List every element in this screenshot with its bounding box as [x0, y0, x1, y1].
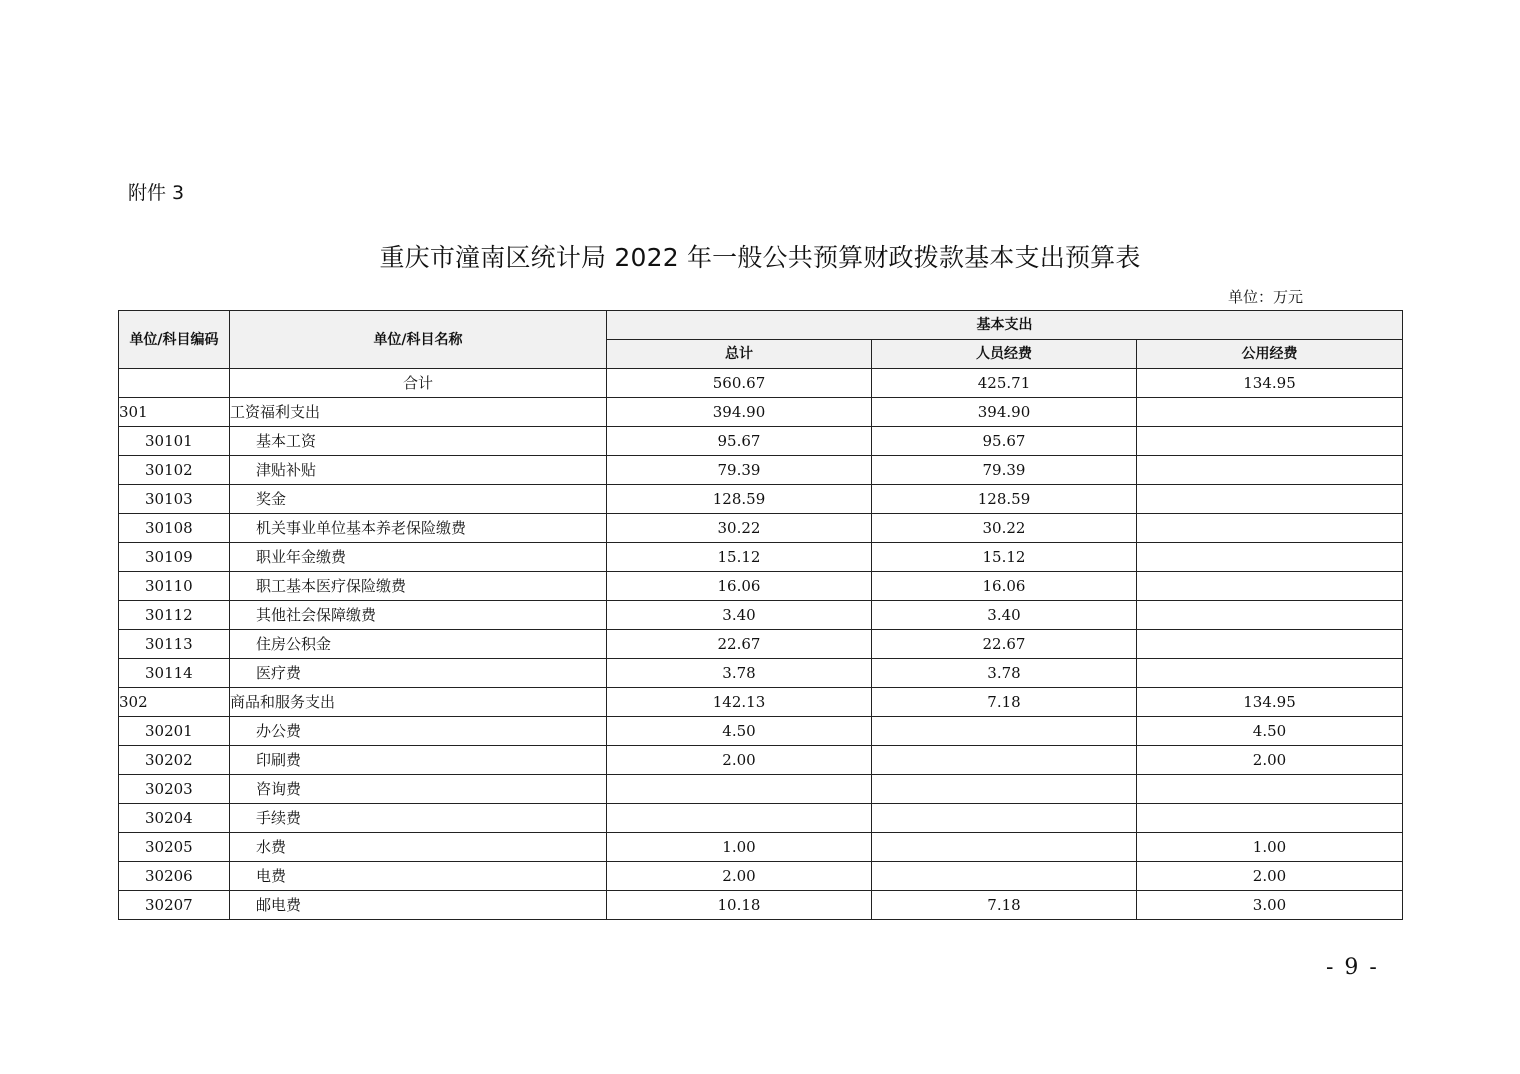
cell-personnel: 3.78 [872, 659, 1137, 688]
cell-code: 30103 [119, 485, 230, 514]
cell-public [1137, 601, 1403, 630]
cell-personnel [872, 804, 1137, 833]
cell-public [1137, 427, 1403, 456]
cell-personnel: 3.40 [872, 601, 1137, 630]
cell-total: 79.39 [607, 456, 872, 485]
table-row [119, 456, 1403, 485]
cell-total: 1.00 [607, 833, 872, 862]
cell-code: 30204 [119, 804, 230, 833]
cell-total: 16.06 [607, 572, 872, 601]
cell-personnel [872, 717, 1137, 746]
cell-public: 2.00 [1137, 862, 1403, 891]
cell-code: 30207 [119, 891, 230, 920]
cell-personnel: 15.12 [872, 543, 1137, 572]
cell-name: 印刷费 [230, 746, 607, 775]
table-row [119, 746, 1403, 775]
cell-name: 基本工资 [230, 427, 607, 456]
cell-public [1137, 630, 1403, 659]
cell-public [1137, 659, 1403, 688]
table-row [119, 775, 1403, 804]
table-row [119, 804, 1403, 833]
cell-name: 机关事业单位基本养老保险缴费 [230, 514, 607, 543]
cell-total: 10.18 [607, 891, 872, 920]
cell-public [1137, 514, 1403, 543]
cell-personnel [872, 833, 1137, 862]
table-row [119, 833, 1403, 862]
cell-name: 办公费 [230, 717, 607, 746]
cell-personnel: 7.18 [872, 891, 1137, 920]
table-row [119, 717, 1403, 746]
cell-public: 134.95 [1137, 688, 1403, 717]
cell-code: 30202 [119, 746, 230, 775]
cell-public [1137, 485, 1403, 514]
cell-public [1137, 456, 1403, 485]
cell-personnel [872, 775, 1137, 804]
cell-personnel [872, 862, 1137, 891]
cell-code: 30114 [119, 659, 230, 688]
table-row [119, 688, 1403, 717]
page-title: 重庆市潼南区统计局 2022 年一般公共预算财政拨款基本支出预算表 [379, 243, 1141, 272]
cell-total: 2.00 [607, 862, 872, 891]
table-body [119, 369, 1403, 920]
cell-public: 134.95 [1137, 369, 1403, 398]
cell-code: 30113 [119, 630, 230, 659]
header-code: 单位/科目编码 [119, 311, 230, 369]
cell-code: 30108 [119, 514, 230, 543]
table-row [119, 543, 1403, 572]
cell-total [607, 775, 872, 804]
cell-total: 30.22 [607, 514, 872, 543]
cell-name: 其他社会保障缴费 [230, 601, 607, 630]
attachment-label: 附件 3 [128, 182, 185, 204]
table-row [119, 630, 1403, 659]
cell-total: 4.50 [607, 717, 872, 746]
cell-name: 合计 [230, 369, 607, 398]
cell-personnel: 16.06 [872, 572, 1137, 601]
cell-personnel: 425.71 [872, 369, 1137, 398]
cell-total: 2.00 [607, 746, 872, 775]
cell-personnel [872, 746, 1137, 775]
cell-total: 142.13 [607, 688, 872, 717]
cell-public: 1.00 [1137, 833, 1403, 862]
cell-code: 30102 [119, 456, 230, 485]
cell-name: 商品和服务支出 [230, 688, 607, 717]
cell-name: 津贴补贴 [230, 456, 607, 485]
table-row [119, 862, 1403, 891]
cell-name: 工资福利支出 [230, 398, 607, 427]
header-basic-expenditure: 基本支出 [607, 311, 1403, 340]
page-number: - 9 - [1326, 955, 1379, 980]
cell-name: 咨询费 [230, 775, 607, 804]
table-row [119, 572, 1403, 601]
cell-total: 3.40 [607, 601, 872, 630]
table-row [119, 369, 1403, 398]
table-row [119, 485, 1403, 514]
table-row [119, 891, 1403, 920]
table-row [119, 398, 1403, 427]
cell-public [1137, 775, 1403, 804]
cell-total: 394.90 [607, 398, 872, 427]
cell-total: 560.67 [607, 369, 872, 398]
cell-personnel: 95.67 [872, 427, 1137, 456]
header-public: 公用经费 [1137, 340, 1403, 369]
cell-public [1137, 398, 1403, 427]
cell-code: 30112 [119, 601, 230, 630]
cell-total: 128.59 [607, 485, 872, 514]
cell-name: 住房公积金 [230, 630, 607, 659]
table-row [119, 601, 1403, 630]
cell-public [1137, 572, 1403, 601]
cell-public: 3.00 [1137, 891, 1403, 920]
cell-public: 2.00 [1137, 746, 1403, 775]
cell-total: 15.12 [607, 543, 872, 572]
header-total: 总计 [607, 340, 872, 369]
budget-table [118, 310, 1403, 920]
cell-personnel: 22.67 [872, 630, 1137, 659]
cell-code: 302 [119, 688, 230, 717]
cell-personnel: 79.39 [872, 456, 1137, 485]
cell-code: 30101 [119, 427, 230, 456]
header-personnel: 人员经费 [872, 340, 1137, 369]
table-row [119, 659, 1403, 688]
cell-name: 职业年金缴费 [230, 543, 607, 572]
unit-label: 单位：万元 [1228, 288, 1304, 306]
cell-total: 95.67 [607, 427, 872, 456]
cell-name: 手续费 [230, 804, 607, 833]
cell-code [119, 369, 230, 398]
header-name: 单位/科目名称 [230, 311, 607, 369]
cell-public [1137, 804, 1403, 833]
cell-name: 医疗费 [230, 659, 607, 688]
cell-personnel: 7.18 [872, 688, 1137, 717]
cell-code: 30203 [119, 775, 230, 804]
cell-name: 职工基本医疗保险缴费 [230, 572, 607, 601]
cell-code: 30205 [119, 833, 230, 862]
cell-total: 3.78 [607, 659, 872, 688]
table-header [119, 311, 1403, 369]
cell-code: 30206 [119, 862, 230, 891]
cell-total [607, 804, 872, 833]
table-row [119, 427, 1403, 456]
cell-personnel: 394.90 [872, 398, 1137, 427]
cell-name: 奖金 [230, 485, 607, 514]
cell-personnel: 30.22 [872, 514, 1137, 543]
cell-public: 4.50 [1137, 717, 1403, 746]
cell-code: 30201 [119, 717, 230, 746]
cell-personnel: 128.59 [872, 485, 1137, 514]
cell-name: 电费 [230, 862, 607, 891]
cell-code: 30109 [119, 543, 230, 572]
cell-name: 邮电费 [230, 891, 607, 920]
cell-name: 水费 [230, 833, 607, 862]
cell-public [1137, 543, 1403, 572]
cell-code: 30110 [119, 572, 230, 601]
table-row [119, 514, 1403, 543]
cell-code: 301 [119, 398, 230, 427]
cell-total: 22.67 [607, 630, 872, 659]
